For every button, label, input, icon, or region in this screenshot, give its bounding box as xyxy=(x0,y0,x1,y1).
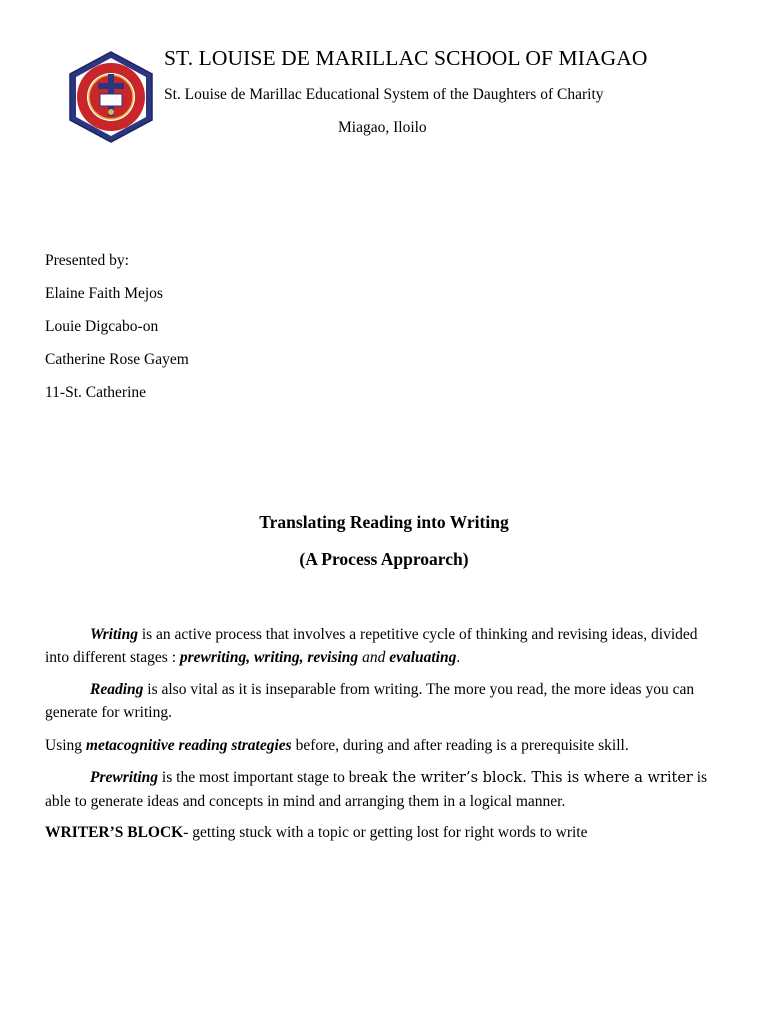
term-metacognitive: metacognitive reading strategies xyxy=(85,737,292,754)
term-writers-block: WRITER’S BLOCK xyxy=(45,824,184,841)
presenters-label: Presented by: xyxy=(45,252,129,269)
conjunction: and xyxy=(358,649,390,666)
school-seal-icon xyxy=(66,50,156,144)
paragraph-text: Using xyxy=(45,737,86,754)
paragraph-metacognitive xyxy=(45,734,725,757)
term-prewriting: Prewriting xyxy=(90,769,159,786)
stage-evaluating: evaluating xyxy=(389,649,457,666)
document-subtitle: (A Process Approarch) xyxy=(299,549,469,569)
presenters-block xyxy=(45,251,189,416)
presenter-name: Louie Digcabo-on xyxy=(45,318,159,335)
paragraph-writers-block xyxy=(45,821,725,844)
term-writing: Writing xyxy=(90,626,138,643)
paragraph-text: before, during and after reading is a prerequisite skill. xyxy=(291,737,629,754)
presenter-name: Catherine Rose Gayem xyxy=(45,351,189,368)
presenter-name: Elaine Faith Mejos xyxy=(45,285,163,302)
system-name: St. Louise de Marillac Educational System of the Daughters of Charity xyxy=(164,86,604,103)
school-name: ST. LOUISE DE MARILLAC SCHOOL OF MIAGAO xyxy=(164,46,648,70)
paragraph-writing xyxy=(45,623,725,669)
period: . xyxy=(456,649,461,666)
paragraph-text: eak the writer’s block. This is where a writer xyxy=(361,770,693,786)
paragraph-prewriting xyxy=(45,766,725,813)
term-reading: Reading xyxy=(90,681,144,698)
stages-list: prewriting, writing, revising xyxy=(179,649,359,666)
paragraph-text: is also vital as it is inseparable from writing. The more you read, the more ideas you can generate for writing. xyxy=(45,681,695,721)
section-name: 11-St. Catherine xyxy=(45,384,147,401)
school-location: Miagao, Iloilo xyxy=(338,119,427,136)
paragraph-reading xyxy=(45,678,725,724)
paragraph-text: - getting stuck with a topic or getting lost for right words to write xyxy=(183,824,588,841)
document-title: Translating Reading into Writing xyxy=(259,512,509,532)
paragraph-text: is the most important stage to br xyxy=(158,769,362,786)
paragraph-text: is able to generate ideas and concepts in mind and arranging them in a logical manner. xyxy=(45,769,708,810)
paragraph-text: is an active process that involves a repetitive cycle of thinking and revising ideas, divided into different stages : xyxy=(45,626,698,666)
